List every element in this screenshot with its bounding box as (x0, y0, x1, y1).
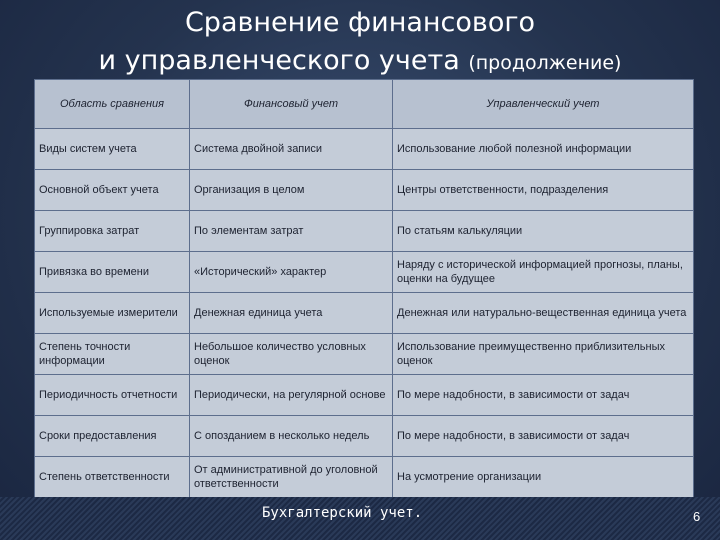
title-line-1: Сравнение финансового (184, 7, 536, 38)
table-row (35, 293, 694, 334)
row-area: Степень ответственности (35, 457, 190, 498)
row-financial: Небольшое количество условных оценок (190, 334, 393, 375)
header-financial: Финансовый учет (190, 80, 393, 129)
row-management: На усмотрение организации (393, 457, 694, 498)
table-row (35, 457, 694, 498)
row-area: Сроки предоставления (35, 416, 190, 457)
row-management: По статьям калькуляции (393, 211, 694, 252)
row-management: По мере надобности, в зависимости от задач (393, 375, 694, 416)
row-financial: Периодически, на регулярной основе (190, 375, 393, 416)
footer-text: Бухгалтерский учет. (262, 505, 423, 521)
row-area: Виды систем учета (35, 129, 190, 170)
header-area: Область сравнения (35, 80, 190, 129)
row-financial: Денежная единица учета (190, 293, 393, 334)
comparison-table (34, 79, 694, 498)
row-management: Использование преимущественно приблизительных оценок (393, 334, 694, 375)
row-financial: От административной до уголовной ответственности (190, 457, 393, 498)
row-area: Группировка затрат (35, 211, 190, 252)
table-row (35, 416, 694, 457)
title-line-2 (0, 42, 720, 82)
header-management: Управленческий учет (393, 80, 694, 129)
row-area: Привязка во времени (35, 252, 190, 293)
row-area: Основной объект учета (35, 170, 190, 211)
title-line-2-main: и управленческого учета (98, 45, 460, 76)
table-row (35, 375, 694, 416)
row-financial: С опозданием в несколько недель (190, 416, 393, 457)
table-header-row (35, 80, 694, 129)
row-financial: По элементам затрат (190, 211, 393, 252)
table-row (35, 334, 694, 375)
row-management: Денежная или натурально-вещественная единица учета (393, 293, 694, 334)
row-area: Степень точности информации (35, 334, 190, 375)
slide-title (0, 4, 720, 82)
title-line-2-small: (продолжение) (468, 52, 622, 74)
table-row (35, 129, 694, 170)
table-row (35, 252, 694, 293)
table-row (35, 170, 694, 211)
row-area: Используемые измерители (35, 293, 190, 334)
row-area: Периодичность отчетности (35, 375, 190, 416)
row-financial: Система двойной записи (190, 129, 393, 170)
row-management: Использование любой полезной информации (393, 129, 694, 170)
page-number: 6 (693, 509, 701, 524)
row-management: Наряду с исторической информацией прогнозы, планы, оценки на будущее (393, 252, 694, 293)
table-row (35, 211, 694, 252)
row-financial: Организация в целом (190, 170, 393, 211)
row-management: Центры ответственности, подразделения (393, 170, 694, 211)
row-financial: «Исторический» характер (190, 252, 393, 293)
row-management: По мере надобности, в зависимости от задач (393, 416, 694, 457)
